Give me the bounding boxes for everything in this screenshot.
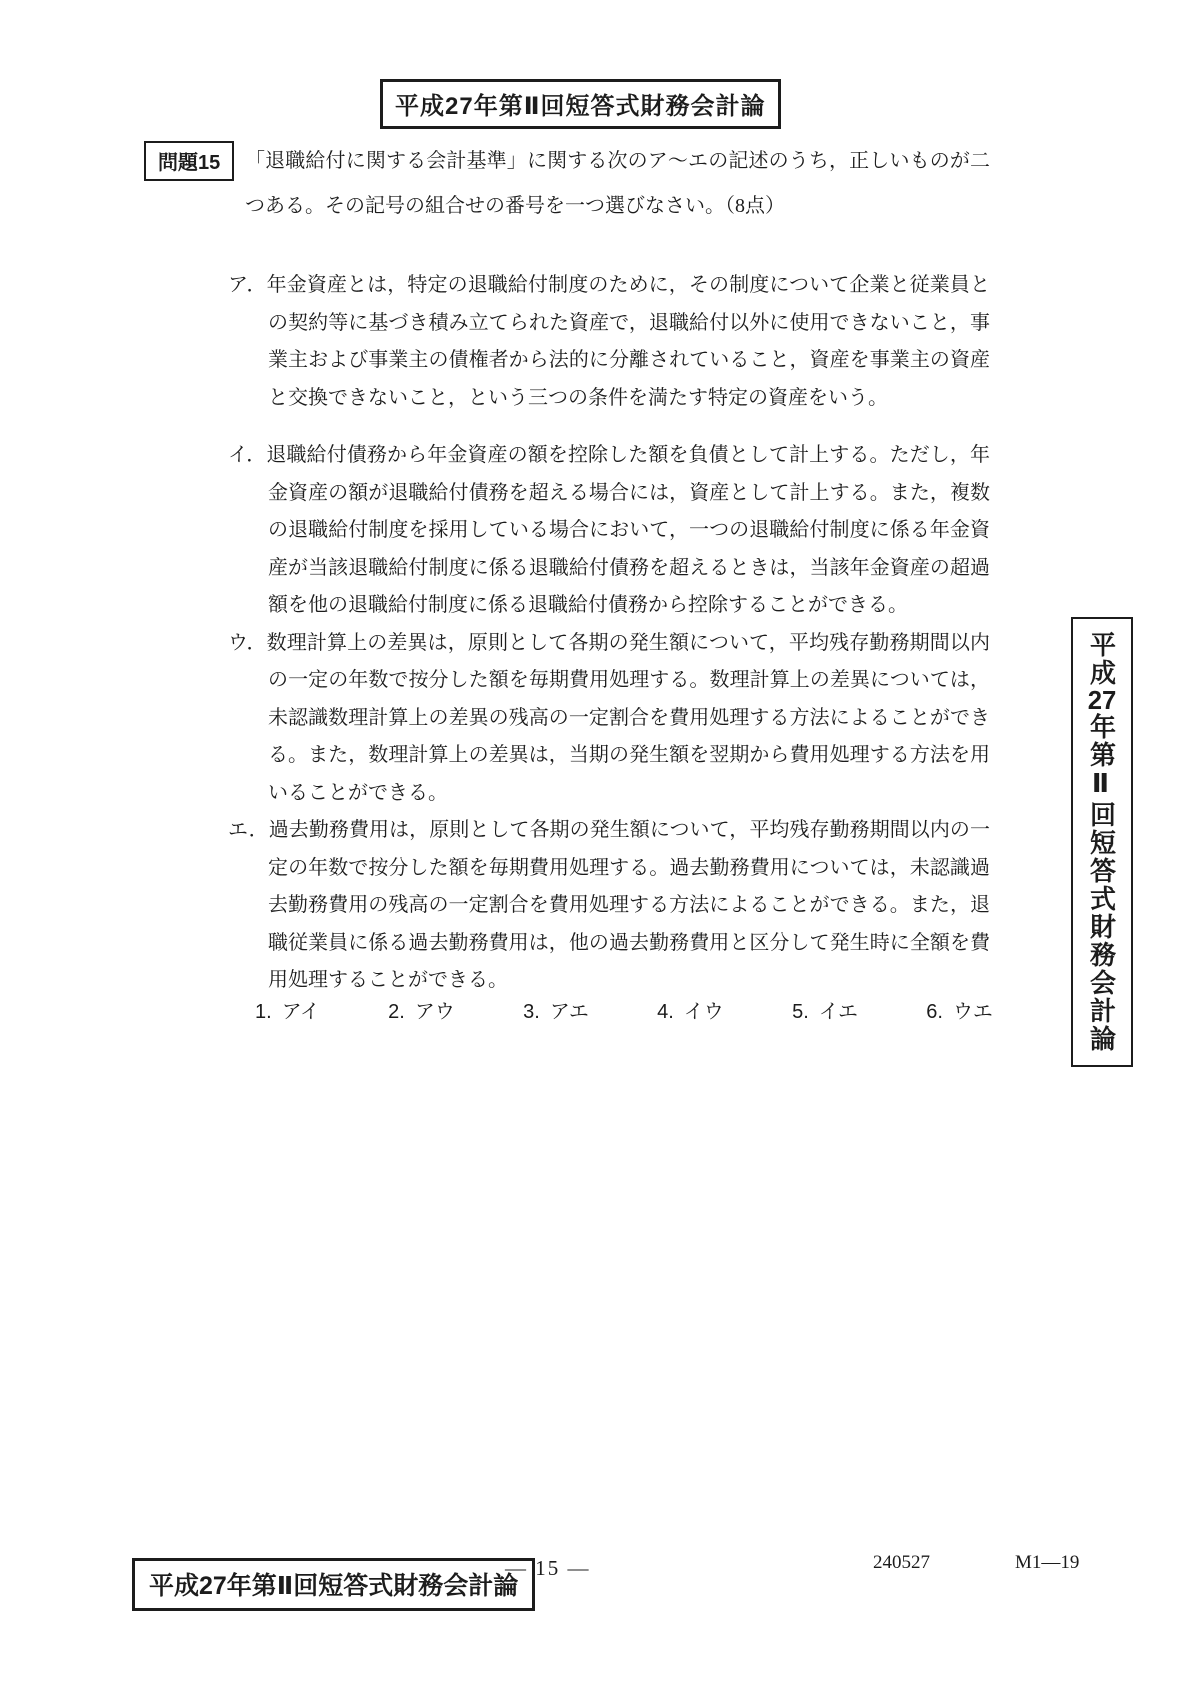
item-u: [228, 625, 990, 813]
item-a: [228, 267, 990, 417]
sidebar-vertical-title-box: [1071, 617, 1133, 1067]
page-number: ― 15 ―: [505, 1556, 591, 1580]
choice-3-number: 3.: [523, 1001, 540, 1023]
item-e-marker: エ．: [228, 819, 269, 841]
question-label-box: [144, 141, 234, 181]
choice-2-number: 2.: [388, 1001, 405, 1023]
choice-4-number: 4.: [657, 1001, 674, 1023]
header-title-box: [380, 79, 781, 129]
choice-4-label: イウ: [683, 1001, 724, 1023]
item-i-marker: イ．: [228, 444, 267, 466]
item-e-text: 過去勤務費用は，原則として各期の発生額について，平均残存勤務期間以内の一定の年数で按分した額を毎期費用処理する。過去勤務費用については，未認識過去勤務費用の残高の一定割合を費用処理する方法によることができる。また，退職従業員に係る過去勤務費用は，他の過去勤務費用と区分して発生時に全額を費用処理することができる。: [268, 819, 990, 991]
choice-5: [792, 995, 858, 1024]
item-u-marker: ウ．: [228, 631, 267, 654]
print-code: 240527: [873, 1552, 930, 1573]
choice-5-label: イエ: [818, 1001, 858, 1023]
form-code: M1―19: [1015, 1552, 1080, 1573]
item-e: [228, 812, 990, 1000]
choice-6-label: ウエ: [952, 1001, 993, 1023]
sidebar-title-year-digits: 27: [1087, 687, 1117, 713]
choice-3-label: アエ: [549, 1001, 589, 1023]
choice-2: [388, 995, 455, 1024]
item-a-marker: ア．: [228, 274, 267, 296]
item-u-text: 数理計算上の差異は，原則として各期の発生額について，平均残存勤務期間以内の一定の年数で按分した額を毎期費用処理する。数理計算上の差異については，未認識数理計算上の差異の残高の一定割合を費用処理する方法によることができる。また，数理計算上の差異は，当期の発生額を翌期から費用処理する方法を用いることができる。: [266, 631, 990, 804]
choice-4: [657, 995, 724, 1024]
choice-1-number: 1.: [255, 1001, 272, 1023]
choice-6: [926, 995, 993, 1024]
item-i-text: 退職給付債務から年金資産の額を控除した額を負債として計上する。ただし，年金資産の額が退職給付債務を超える場合には，資産として計上する。また，複数の退職給付制度を採用している場合において，一つの退職給付制度に係る年金資産が当該退職給付制度に係る退職給付債務を超えるときは，当該年金資産の超過額を他の退職給付制度に係る退職給付債務から控除することができる。: [266, 444, 990, 616]
choice-2-label: アウ: [414, 1001, 455, 1023]
choice-6-number: 6.: [926, 1001, 943, 1023]
footer-title-box: [132, 1558, 535, 1611]
footer-title: 平成27年第Ⅱ回短答式財務会計論: [149, 1572, 519, 1600]
question-label: 問題15: [158, 152, 221, 174]
sidebar-title: [1084, 631, 1121, 1053]
sidebar-title-part1: 平成: [1086, 631, 1117, 687]
choice-1: [255, 995, 320, 1024]
choice-5-number: 5.: [792, 1001, 809, 1023]
choice-3: [523, 995, 589, 1024]
question-statement: 「退職給付に関する会計基準」に関する次のア～エの記述のうち，正しいものが二つある。その記号の組合せの番号を一つ選びなさい。（8点）: [245, 150, 990, 217]
item-i: [228, 437, 990, 625]
choice-1-label: アイ: [281, 1001, 320, 1023]
answer-choices: [255, 995, 993, 1024]
question-items: [228, 247, 990, 1000]
item-a-text: 年金資産とは，特定の退職給付制度のために，その制度について企業と従業員との契約等に基づき積み立てられた資産で，退職給付以外に使用できないこと，事業主および事業主の債権者から法的に分離されていること，資産を事業主の資産と交換できないこと，という三つの条件を満たす特定の資産をいう。: [266, 274, 990, 409]
header-title: 平成27年第Ⅱ回短答式財務会計論: [395, 93, 766, 120]
sidebar-title-part3: 年第Ⅱ回短答式財務会計論: [1086, 713, 1117, 1053]
